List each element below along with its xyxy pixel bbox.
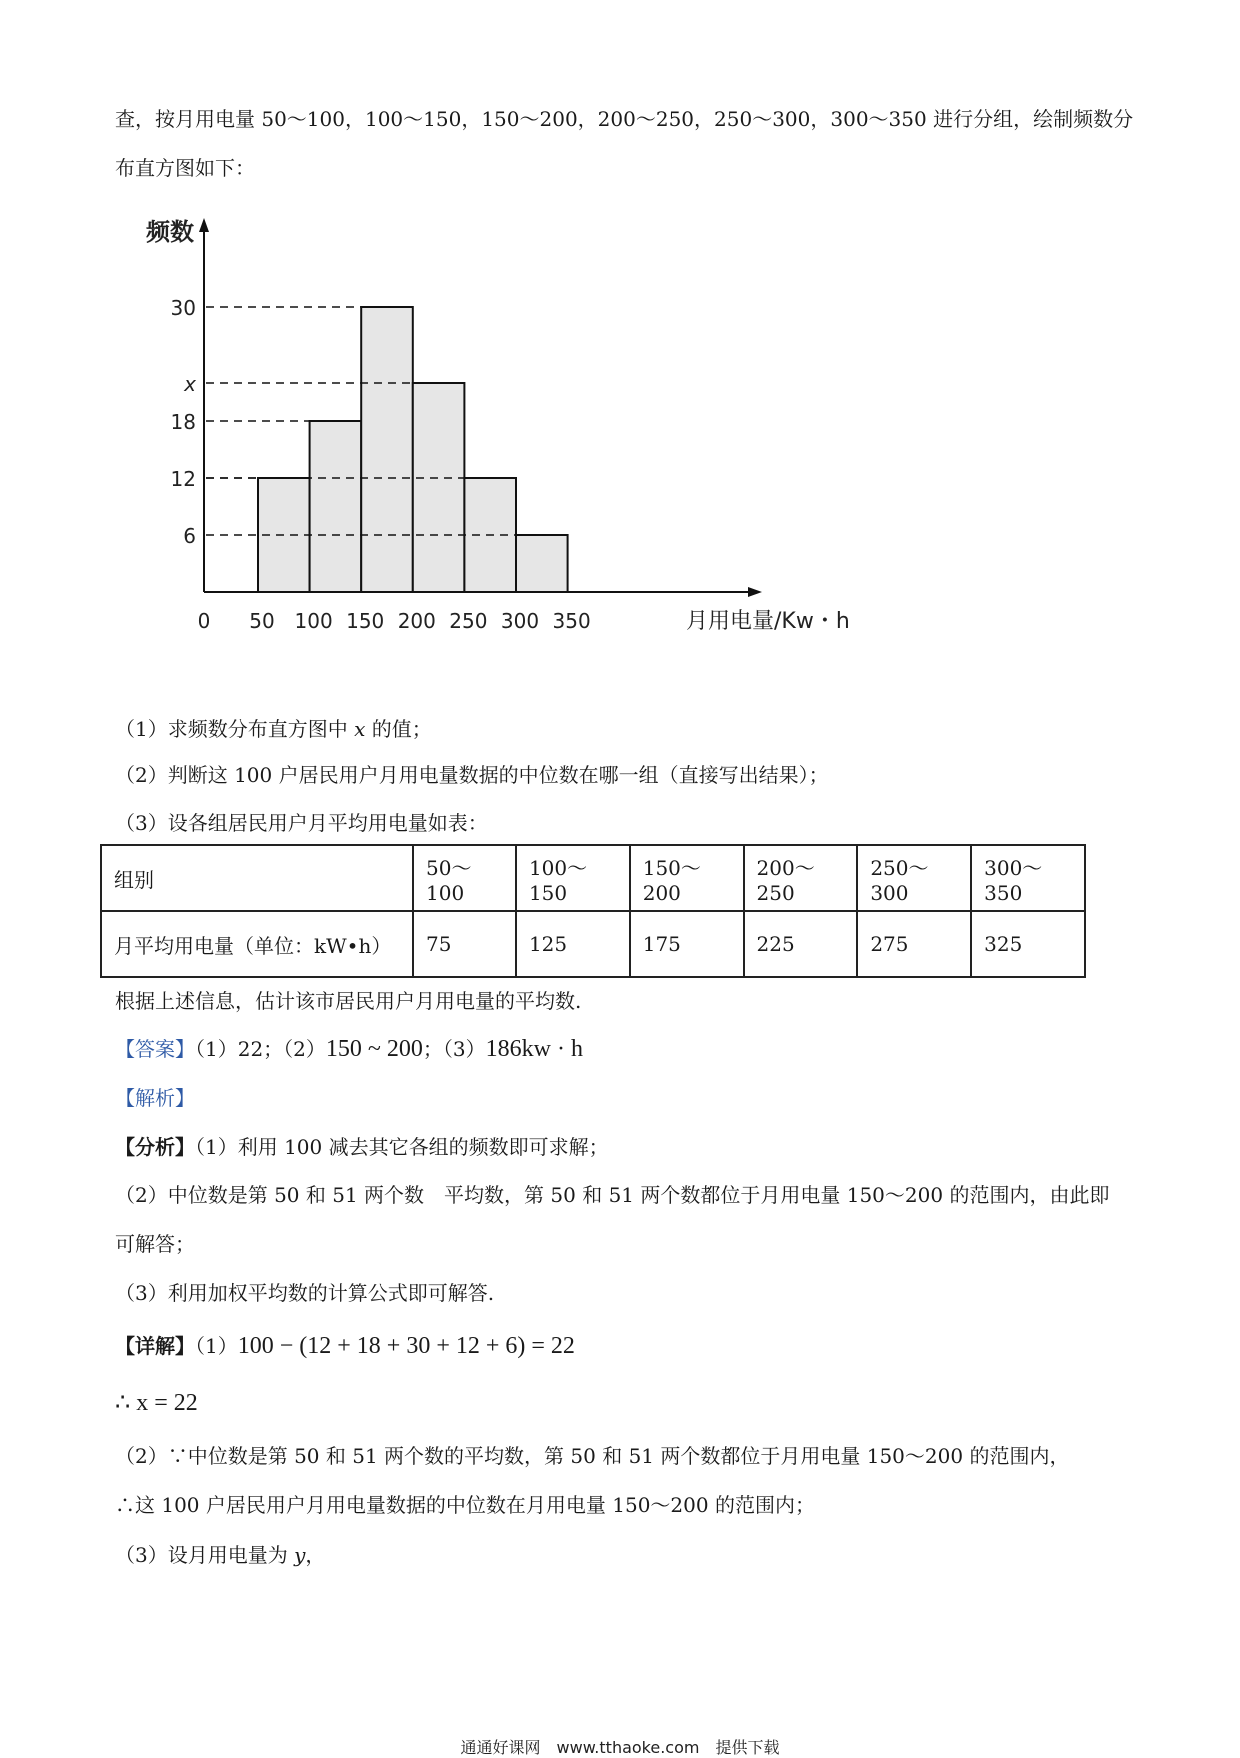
y-tick-label: x — [184, 372, 196, 396]
table-cell: 50～100 — [413, 845, 516, 911]
answer-text-a: （1）22；（2） — [195, 1037, 326, 1061]
answer-text-b: 150 ~ 200 — [325, 1036, 423, 1062]
xiangjie-text-5b: ， — [305, 1543, 326, 1567]
table-cell: 275 — [857, 911, 971, 977]
q1-variable: x — [354, 717, 366, 741]
question-2: （2）判断这 100 户居民用户月用电量数据的中位数在哪一组（直接写出结果）； — [115, 763, 829, 787]
table-row-groups — [101, 845, 1085, 911]
x-tick-label: 100 — [294, 609, 333, 633]
question-3: （3）设各组居民用户月平均用电量如表： — [115, 811, 488, 835]
answer-text-c: ；（3） — [422, 1037, 486, 1061]
table-cell: 200～250 — [744, 845, 858, 911]
table-cell: 125 — [516, 911, 630, 977]
x-tick-label: 200 — [397, 609, 436, 633]
xiangjie-variable-y: y — [294, 1543, 306, 1567]
y-tick-label: 12 — [170, 467, 196, 491]
table-cell: 250～300 — [857, 845, 971, 911]
x-tick-label: 250 — [449, 609, 488, 633]
table-cell: 100～150 — [516, 845, 630, 911]
average-usage-table — [100, 844, 1086, 978]
y-tick-label: 18 — [170, 410, 196, 434]
xiangjie-line-5 — [115, 1542, 325, 1568]
xiangjie-text-1a: （1） — [195, 1334, 238, 1358]
fenxi-line-3: 可解答； — [115, 1232, 195, 1256]
xiangjie-line-4: ∴这 100 户居民用户月用电量数据的中位数在月用电量 150～200 的范围内； — [115, 1493, 815, 1517]
xiangjie-line-1 — [115, 1333, 575, 1359]
answer-tag: 【答案】 — [115, 1037, 195, 1061]
table-cell: 225 — [744, 911, 858, 977]
histogram-bar — [516, 535, 568, 592]
xiangjie-tag: 【详解】 — [115, 1334, 195, 1358]
xiangjie-formula: 100 − (12 + 18 + 30 + 12 + 6) = 22 — [237, 1333, 575, 1359]
x-tick-label: 350 — [552, 609, 591, 633]
table-cell: 325 — [971, 911, 1085, 977]
x-tick-label: 150 — [346, 609, 385, 633]
y-tick-label: 30 — [170, 296, 196, 320]
y-axis-arrow — [199, 218, 209, 232]
answer-line — [115, 1036, 583, 1062]
table-header-cell: 月平均用电量（单位：kW•h） — [101, 911, 413, 977]
intro-line-2: 布直方图如下： — [115, 156, 255, 180]
fenxi-line-4: （3）利用加权平均数的计算公式即可解答. — [115, 1281, 495, 1305]
x-tick-label: 0 — [197, 609, 211, 633]
histogram-bar — [413, 383, 465, 592]
table-header-cell: 组别 — [101, 845, 413, 911]
table-cell: 75 — [413, 911, 516, 977]
fenxi-line-1 — [115, 1134, 609, 1160]
q1-text-a: （1）求频数分布直方图中 — [115, 717, 355, 741]
footer-credit: 通通好课网 www.tthaoke.com 提供下载 — [460, 1738, 780, 1757]
table-cell: 175 — [630, 911, 744, 977]
table-cell: 150～200 — [630, 845, 744, 911]
answer-text-d: 186kw · h — [485, 1036, 583, 1062]
histogram-bar — [310, 421, 362, 592]
after-table-text: 根据上述信息，估计该市居民用户月用电量的平均数. — [115, 989, 582, 1013]
analysis-tag: 【解析】 — [115, 1086, 195, 1110]
intro-line-1: 查，按月用电量 50～100，100～150，150～200，200～250，250～300，300～350 进行分组，绘制频数分 — [115, 107, 1134, 131]
y-tick-label: 6 — [183, 524, 196, 548]
q1-text-b: 的值； — [365, 717, 432, 741]
xiangjie-line-2: ∴ x = 22 — [115, 1390, 198, 1416]
y-axis-title: 频数 — [146, 218, 194, 246]
table-cell: 300～350 — [971, 845, 1085, 911]
fenxi-line-2: （2）中位数是第 50 和 51 两个数 平均数，第 50 和 51 两个数都位于月用电量 150～200 的范围内，由此即 — [115, 1183, 1110, 1207]
table-row-averages — [101, 911, 1085, 977]
x-tick-label: 300 — [500, 609, 540, 633]
question-1 — [115, 716, 432, 742]
xiangjie-text-5a: （3）设月用电量为 — [115, 1543, 295, 1567]
x-axis-title: 月用电量/Kw・h — [686, 609, 850, 634]
fenxi-tag: 【分析】 — [115, 1135, 195, 1159]
fenxi-text-1: （1）利用 100 减去其它各组的频数即可求解； — [195, 1135, 609, 1159]
histogram-bar — [361, 307, 413, 592]
x-axis-arrow — [748, 587, 762, 597]
x-tick-label: 50 — [249, 609, 275, 633]
xiangjie-line-3: （2）∵中位数是第 50 和 51 两个数的平均数，第 50 和 51 两个数都位于月用电量 150～200 的范围内， — [115, 1444, 1070, 1468]
histogram-chart — [0, 0, 1240, 680]
